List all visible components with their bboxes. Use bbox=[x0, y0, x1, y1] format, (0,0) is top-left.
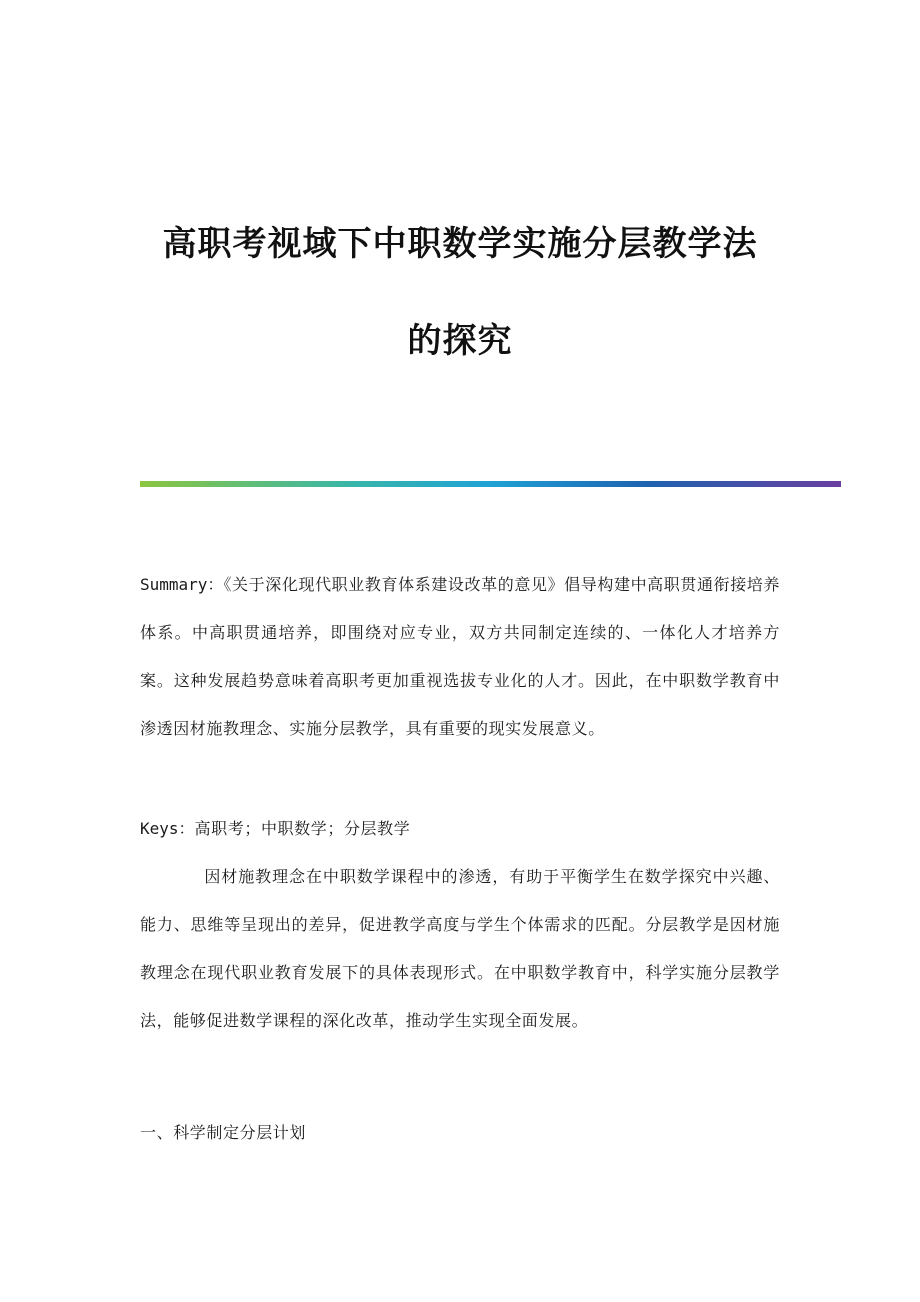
keywords-text: 高职考；中职数学；分层教学 bbox=[194, 819, 411, 838]
body-paragraph bbox=[140, 853, 780, 1045]
summary-label: Summary： bbox=[140, 575, 224, 594]
document-title-line-1: 高职考视域下中职数学实施分层教学法 bbox=[162, 224, 758, 264]
summary-paragraph bbox=[140, 561, 780, 753]
keywords-line bbox=[140, 805, 780, 853]
keywords-label: Keys： bbox=[140, 819, 195, 838]
section-heading: 一、科学制定分层计划 bbox=[140, 1123, 307, 1142]
summary-text: 《关于深化现代职业教育体系建设改革的意见》倡导构建中高职贯通衔接培养体系。中高职贯通培养，即围绕对应专业，双方共同制定连续的、一体化人才培养方案。这种发展趋势意味着高职考更加重视选拔专业化的人才。因此，在中职数学教育中渗透因材施教理念、实施分层教学，具有重要的现实发展意义。 bbox=[140, 575, 781, 738]
gradient-divider bbox=[140, 481, 841, 487]
body-paragraph-text: 因材施教理念在中职数学课程中的渗透，有助于平衡学生在数学探究中兴趣、能力、思维等呈现出的差异，促进教学高度与学生个体需求的匹配。分层教学是因材施教理念在现代职业教育发展下的具体表现形式。在中职数学教育中，科学实施分层教学法，能够促进数学课程的深化改革，推动学生实现全面发展。 bbox=[140, 867, 780, 1030]
document-title-line-2: 的探究 bbox=[407, 321, 513, 361]
